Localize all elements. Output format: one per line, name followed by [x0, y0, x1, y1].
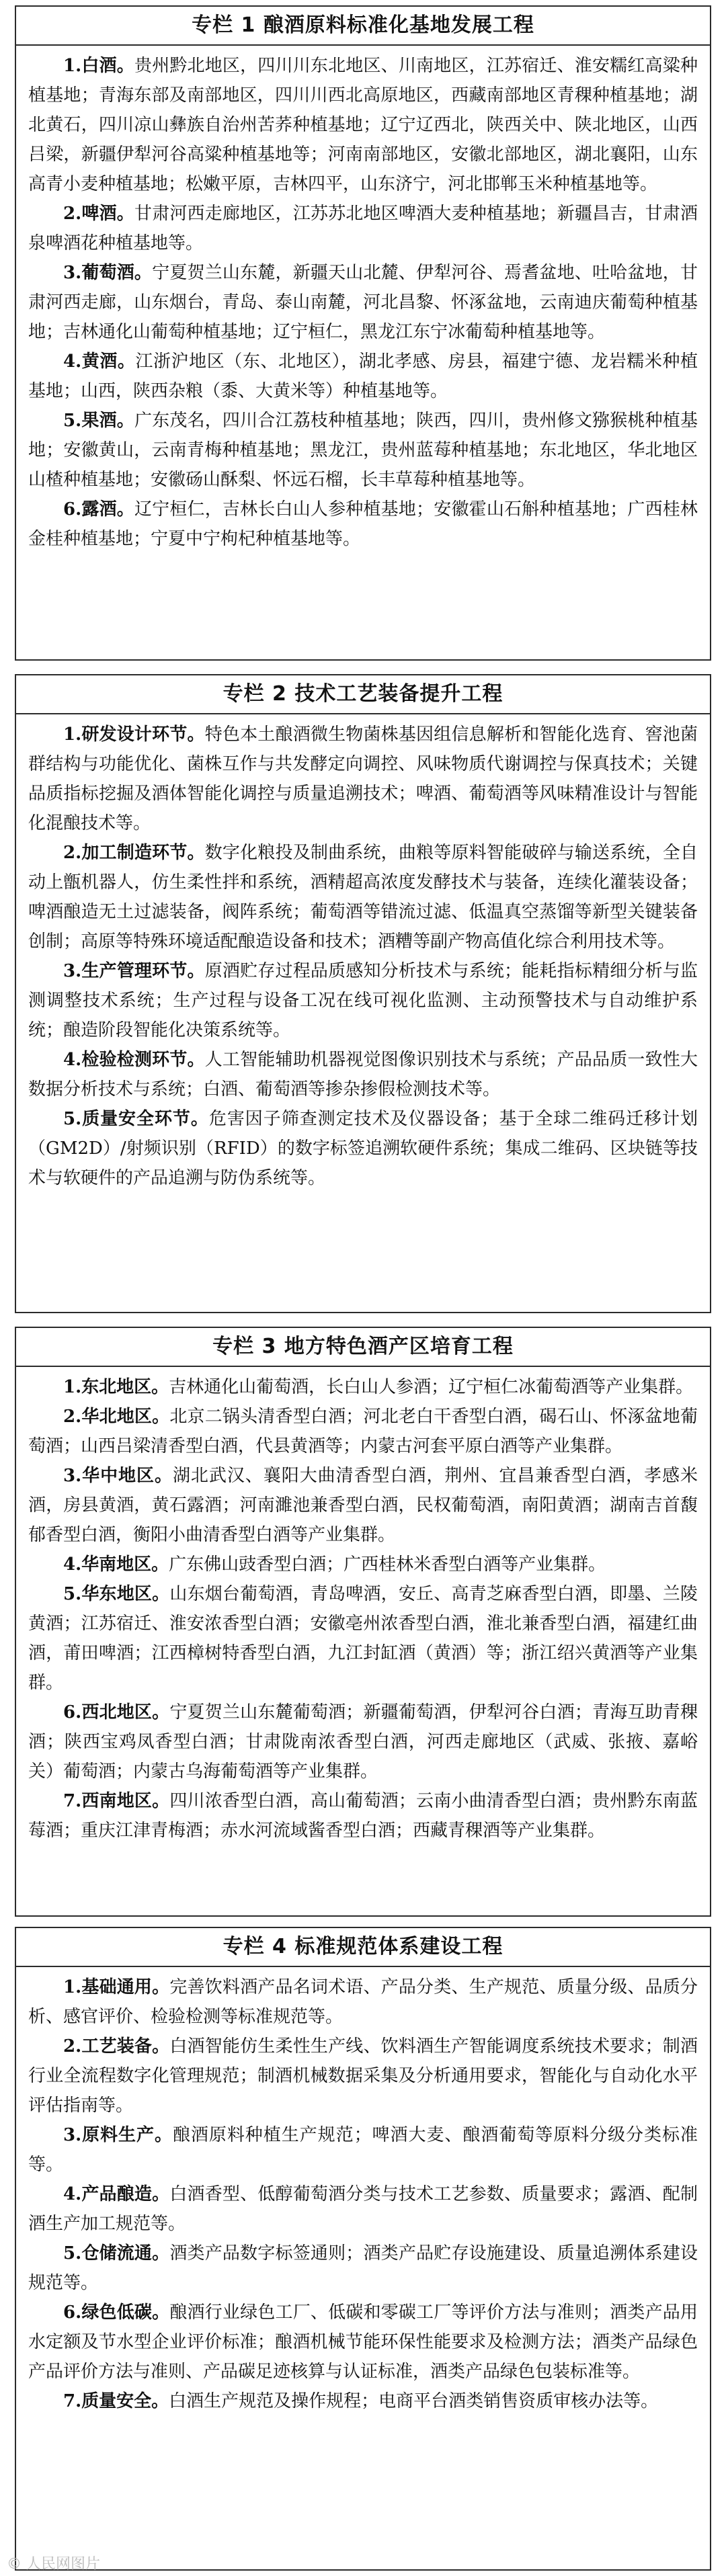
list-item — [28, 2298, 698, 2386]
list-item — [28, 838, 698, 956]
item-heading: 3.葡萄酒。 — [63, 263, 153, 283]
list-item — [28, 406, 698, 495]
item-heading: 5.华东地区。 — [63, 1584, 170, 1604]
list-item — [28, 2179, 698, 2239]
list-item — [28, 1402, 698, 1461]
item-text: 酒类产品数字标签通则；酒类产品贮存设施建设、质量追溯体系建设规范等。 — [28, 2243, 698, 2293]
list-item — [28, 1550, 698, 1579]
item-heading: 1.研发设计环节。 — [63, 724, 205, 745]
column-title: 专栏 3 地方特色酒产区培育工程 — [16, 1328, 710, 1367]
list-item — [28, 1698, 698, 1786]
list-item — [28, 347, 698, 406]
item-text: 宁夏贺兰山东麓，新疆天山北麓、伊犁河谷、焉耆盆地、吐哈盆地，甘肃河西走廊，山东烟台，青岛、泰山南麓，河北昌黎、怀涿盆地，云南迪庆葡萄种植基地；吉林通化山葡萄种植基地；辽宁桓仁，黑龙江东宁冰葡萄种植基地等。 — [28, 263, 698, 342]
item-heading: 1.白酒。 — [63, 56, 134, 76]
item-text: 江浙沪地区（东、北地区），湖北孝感、房县，福建宁德、龙岩糯米种植基地；山西，陕西杂粮（黍、大黄米等）种植基地等。 — [28, 351, 698, 401]
column-box-3 — [15, 1327, 711, 1917]
column-box-2 — [15, 674, 711, 1313]
list-item — [28, 2239, 698, 2298]
item-heading: 4.黄酒。 — [63, 351, 136, 372]
item-text: 四川浓香型白酒，高山葡萄酒；云南小曲清香型白酒；贵州黔东南蓝莓酒；重庆江津青梅酒；赤水河流域酱香型白酒；西藏青稞酒等产业集群。 — [28, 1791, 698, 1841]
item-heading: 7.西南地区。 — [63, 1791, 170, 1811]
item-heading: 4.检验检测环节。 — [63, 1050, 205, 1070]
item-heading: 2.啤酒。 — [63, 204, 134, 224]
item-text: 白酒智能仿生柔性生产线、饮料酒生产智能调度系统技术要求；制酒行业全流程数字化管理规范；制酒机械数据采集及分析通用要求，智能化与自动化水平评估指南等。 — [28, 2036, 698, 2116]
item-heading: 3.生产管理环节。 — [63, 961, 205, 981]
item-text: 宁夏贺兰山东麓葡萄酒；新疆葡萄酒，伊犁河谷白酒；青海互助青稞酒；陕西宝鸡凤香型白酒；甘肃陇南浓香型白酒，河西走廊地区（武威、张掖、嘉峪关）葡萄酒；内蒙古乌海葡萄酒等产业集群。 — [28, 1702, 698, 1782]
column-title: 专栏 4 标准规范体系建设工程 — [16, 1928, 710, 1967]
list-item — [28, 51, 698, 199]
column-body — [16, 46, 710, 558]
list-item — [28, 1104, 698, 1193]
item-text: 数字化粮投及制曲系统，曲粮等原料智能破碎与输送系统，全自动上甑机器人，仿生柔性拌和系统，酒精超高浓度发酵技术与装备，连续化灌装设备；啤酒酿造无土过滤装备，阀阵系统；葡萄酒等错流过滤、低温真空蒸馏等新型关键装备创制；高原等特殊环境适配酿造设备和技术；酒糟等副产物高值化综合利用技术等。 — [28, 843, 698, 952]
list-item — [28, 1045, 698, 1104]
column-body — [16, 1367, 710, 1850]
item-heading: 3.原料生产。 — [63, 2125, 173, 2145]
list-item — [28, 199, 698, 258]
item-heading: 4.产品酿造。 — [63, 2184, 170, 2204]
item-text: 原酒贮存过程品质感知分析技术与系统；能耗指标精细分析与监测调整技术系统；生产过程与设备工况在线可视化监测、主动预警技术与自动维护系统；酿造阶段智能化决策系统等。 — [28, 961, 698, 1040]
list-item — [28, 720, 698, 838]
item-text: 甘肃河西走廊地区，江苏苏北地区啤酒大麦种植基地；新疆昌吉，甘肃酒泉啤酒花种植基地等。 — [28, 204, 698, 253]
item-text: 湖北武汉、襄阳大曲清香型白酒，荆州、宜昌兼香型白酒，孝感米酒，房县黄酒，黄石露酒；河南濉池兼香型白酒，民权葡萄酒，南阳黄酒；湖南吉首馥郁香型白酒，衡阳小曲清香型白酒等产业集群。 — [28, 1466, 698, 1545]
column-box-1 — [15, 5, 711, 661]
column-box-4 — [15, 1927, 711, 2571]
item-text: 北京二锅头清香型白酒；河北老白干香型白酒，碣石山、怀涿盆地葡萄酒；山西吕梁清香型白酒，代县黄酒等；内蒙古河套平原白酒等产业集群。 — [28, 1407, 698, 1456]
item-heading: 1.基础通用。 — [63, 1977, 170, 1997]
list-item — [28, 1579, 698, 1698]
column-title: 专栏 1 酿酒原料标准化基地发展工程 — [16, 7, 710, 46]
item-text: 山东烟台葡萄酒，青岛啤酒，安丘、高青芝麻香型白酒，即墨、兰陵黄酒；江苏宿迁、淮安浓香型白酒；安徽亳州浓香型白酒，淮北兼香型白酒，福建红曲酒，莆田啤酒；江西樟树特香型白酒，九江封缸酒（黄酒）等；浙江绍兴黄酒等产业集群。 — [28, 1584, 698, 1693]
item-heading: 1.东北地区。 — [63, 1377, 169, 1397]
item-text: 危害因子筛查测定技术及仪器设备；基于全球二维码迁移计划（GM2D）/射频识别（RFID）的数字标签追溯软硬件系统；集成二维码、区块链等技术与软硬件的产品追溯与防伪系统等。 — [28, 1109, 698, 1188]
item-heading: 5.果酒。 — [63, 411, 134, 431]
list-item — [28, 2032, 698, 2120]
item-text: 完善饮料酒产品名词术语、产品分类、生产规范、质量分级、品质分析、感官评价、检验检测等标准规范等。 — [28, 1977, 698, 2027]
item-text: 酿酒原料种植生产规范；啤酒大麦、酿酒葡萄等原料分级分类标准等。 — [28, 2125, 698, 2175]
column-body — [16, 1967, 710, 2420]
column-body — [16, 714, 710, 1197]
watermark: © 人民网图片 — [7, 2556, 100, 2573]
item-heading: 3.华中地区。 — [63, 1466, 173, 1486]
item-heading: 2.华北地区。 — [63, 1407, 170, 1427]
item-heading: 6.绿色低碳。 — [63, 2302, 170, 2323]
item-text: 白酒生产规范及操作规程；电商平台酒类销售资质审核办法等。 — [169, 2391, 659, 2411]
list-item — [28, 1461, 698, 1550]
item-text: 广东佛山豉香型白酒；广西桂林米香型白酒等产业集群。 — [169, 1554, 606, 1575]
column-title: 专栏 2 技术工艺装备提升工程 — [16, 675, 710, 714]
list-item — [28, 956, 698, 1045]
item-heading: 5.仓储流通。 — [63, 2243, 170, 2263]
list-item — [28, 495, 698, 554]
item-heading: 2.加工制造环节。 — [63, 843, 205, 863]
item-text: 吉林通化山葡萄酒，长白山人参酒；辽宁桓仁冰葡萄酒等产业集群。 — [169, 1377, 694, 1397]
item-text: 白酒香型、低醇葡萄酒分类与技术工艺参数、质量要求；露酒、配制酒生产加工规范等。 — [28, 2184, 698, 2234]
list-item — [28, 1372, 698, 1402]
list-item — [28, 2120, 698, 2179]
list-item — [28, 2386, 698, 2416]
item-heading: 6.露酒。 — [63, 499, 134, 520]
item-heading: 2.工艺装备。 — [63, 2036, 170, 2056]
item-heading: 6.西北地区。 — [63, 1702, 170, 1722]
item-text: 酿酒行业绿色工厂、低碳和零碳工厂等评价方法与准则；酒类产品用水定额及节水型企业评价标准；酿酒机械节能环保性能要求及检测方法；酒类产品绿色产品评价方法与准则、产品碳足迹核算与认证标准，酒类产品绿色包装标准等。 — [28, 2302, 698, 2382]
item-text: 特色本土酿酒微生物菌株基因组信息解析和智能化选育、窖池菌群结构与功能优化、菌株互作与共发酵定向调控、风味物质代谢调控与保真技术；关键品质指标挖掘及酒体智能化调控与质量追溯技术；啤酒、葡萄酒等风味精准设计与智能化混酿技术等。 — [28, 724, 698, 833]
item-text: 辽宁桓仁，吉林长白山人参种植基地；安徽霍山石斛种植基地；广西桂林金桂种植基地；宁夏中宁枸杞种植基地等。 — [28, 499, 698, 549]
item-text: 贵州黔北地区，四川川东北地区、川南地区，江苏宿迁、淮安糯红高粱种植基地；青海东部及南部地区，四川川西北高原地区，西藏南部地区青稞种植基地；湖北黄石，四川凉山彝族自治州苦荞种植基地；辽宁辽西北，陕西关中、陕北地区，山西吕梁，新疆伊犁河谷高粱种植基地等；河南南部地区，安徽北部地区，湖北襄阳，山东高青小麦种植基地；松嫩平原，吉林四平，山东济宁，河北邯郸玉米种植基地等。 — [28, 56, 698, 194]
item-heading: 5.质量安全环节。 — [63, 1109, 209, 1129]
item-text: 人工智能辅助机器视觉图像识别技术与系统；产品品质一致性大数据分析技术与系统；白酒、葡萄酒等掺杂掺假检测技术等。 — [28, 1050, 698, 1099]
item-text: 广东茂名，四川合江荔枝种植基地；陕西，四川，贵州修文猕猴桃种植基地；安徽黄山，云南青梅种植基地；黑龙江，贵州蓝莓种植基地；东北地区，华北地区山楂种植基地；安徽砀山酥梨、怀远石榴，长丰草莓种植基地等。 — [28, 411, 698, 490]
list-item — [28, 1786, 698, 1845]
list-item — [28, 258, 698, 347]
item-heading: 4.华南地区。 — [63, 1554, 169, 1575]
list-item — [28, 1972, 698, 2032]
item-heading: 7.质量安全。 — [63, 2391, 169, 2411]
